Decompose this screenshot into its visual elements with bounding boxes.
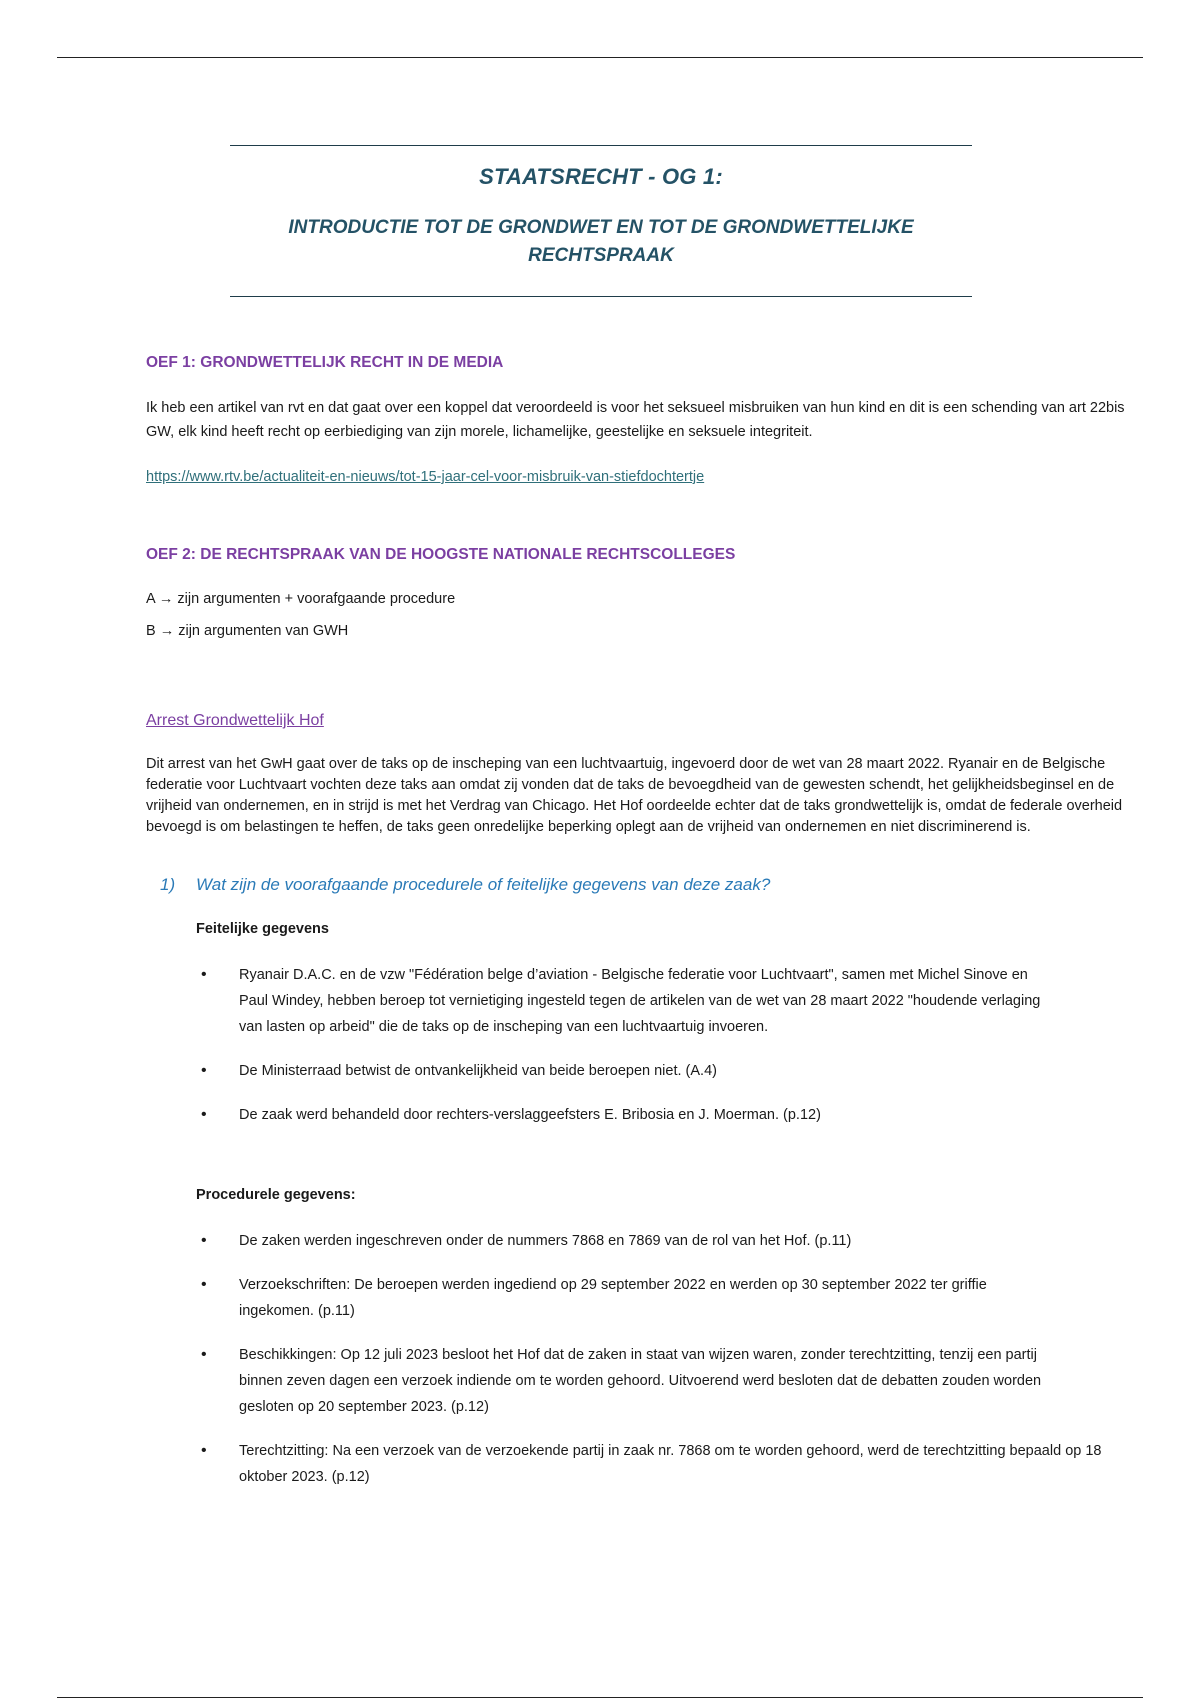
bullet-icon: • (201, 966, 207, 983)
title-block (230, 145, 972, 297)
oef1-heading: OEF 1: GRONDWETTELIJK RECHT IN DE MEDIA (146, 354, 504, 371)
list-item: • Verzoekschriften: De beroepen werden ingediend op 29 september 2022 en werden op 30 september 2022 ter griffie ingekomen. (p.11) (146, 1272, 1059, 1324)
list-item: • De Ministerraad betwist de ontvankelijkheid van beide beroepen niet. (A.4) (146, 1058, 1059, 1084)
document-title: STAATSRECHT - OG 1: (479, 164, 723, 189)
feitelijke-list (146, 962, 1136, 1128)
list-item: • Ryanair D.A.C. en de vzw "Fédération belge d’aviation - Belgische federatie voor Luchtvaart", samen met Michel Sinove en Paul Windey, hebben beroep tot vernietiging ingesteld tegen de artikelen van de wet van 28 maart 2022 "houdende verlaging van lasten op arbeid" die de taks op de inscheping van een luchtvaartuig invoeren. (146, 962, 1059, 1040)
page-top-rule (57, 57, 1143, 58)
question-number: 1) (160, 875, 176, 894)
oef2-line-a: A → zijn argumenten + voorafgaande procedure (146, 591, 456, 607)
procedurele-list (146, 1228, 1136, 1490)
document-body (146, 352, 1136, 1508)
document-subtitle (230, 214, 972, 270)
article-link[interactable]: https://www.rtv.be/actualiteit-en-nieuws/tot-15-jaar-cel-voor-misbruik-van-stiefdochtertje (146, 469, 705, 485)
bullet-icon: • (201, 1062, 207, 1079)
list-item: • De zaak werd behandeld door rechters-verslaggeefsters E. Bribosia en J. Moerman. (p.12) (146, 1102, 1059, 1128)
question-1 (160, 874, 1136, 896)
subtitle-line-1: INTRODUCTIE TOT DE GRONDWET EN TOT DE GRONDWETTELIJKE (288, 217, 914, 238)
subtitle-line-2: RECHTSPRAAK (528, 245, 674, 266)
arrest-heading-link[interactable]: Arrest Grondwettelijk Hof (146, 712, 324, 729)
question-text: Wat zijn de voorafgaande procedurele of feitelijke gegevens van deze zaak? (196, 875, 771, 894)
arrest-paragraph: Dit arrest van het GwH gaat over de taks op de inscheping van een luchtvaartuig, ingevoerd door de wet van 28 maart 2022. Ryanair en de Belgische federatie voor Luchtvaart vochten deze taks aan omdat zij vonden dat de taks de bevoegdheid van de gewesten schendt, het gelijkheidsbeginsel en de vrijheid van ondernemen, en in strijd is met het Verdrag van Chicago. Het Hof oordeelde echter dat de taks grondwettelijk is, omdat de federale overheid bevoegd is om belastingen te heffen, de taks geen onredelijke beperking oplegt aan de vrijheid van ondernemen en niet discriminerend is. (146, 756, 1123, 835)
bullet-icon: • (201, 1442, 207, 1459)
bullet-icon: • (201, 1106, 207, 1123)
page-bottom-rule (57, 1697, 1143, 1698)
list-item: • De zaken werden ingeschreven onder de nummers 7868 en 7869 van de rol van het Hof. (p.11) (146, 1228, 1059, 1254)
title-bottom-rule (230, 296, 972, 297)
bullet-icon: • (201, 1276, 207, 1293)
oef1-paragraph: Ik heb een artikel van rvt en dat gaat over een koppel dat veroordeeld is voor het seksueel misbruiken van hun kind en dit is een schending van art 22bis GW, elk kind heeft recht op eerbiediging van zijn morele, lichamelijke, geestelijke en seksuele integriteit. (146, 400, 1125, 440)
bullet-icon: • (201, 1346, 207, 1363)
bullet-icon: • (201, 1232, 207, 1249)
procedurele-label: Procedurele gegevens: (196, 1187, 356, 1203)
oef2-heading: OEF 2: DE RECHTSPRAAK VAN DE HOOGSTE NATIONALE RECHTSCOLLEGES (146, 546, 736, 563)
list-item: • Beschikkingen: Op 12 juli 2023 besloot het Hof dat de zaken in staat van wijzen waren, zonder terechtzitting, tenzij een partij binnen zeven dagen een verzoek indiende om te worden gehoord. Uitvoerend werd besloten dat de debatten zouden worden gesloten op 20 september 2023. (p.12) (146, 1342, 1059, 1420)
list-item: • Terechtzitting: Na een verzoek van de verzoekende partij in zaak nr. 7868 om te worden gehoord, werd de terechtzitting bepaald op 18 oktober 2023. (p.12) (146, 1438, 1139, 1490)
feitelijke-label: Feitelijke gegevens (196, 921, 329, 937)
title-top-rule (230, 145, 972, 146)
oef2-line-b: B → zijn argumenten van GWH (146, 623, 349, 639)
